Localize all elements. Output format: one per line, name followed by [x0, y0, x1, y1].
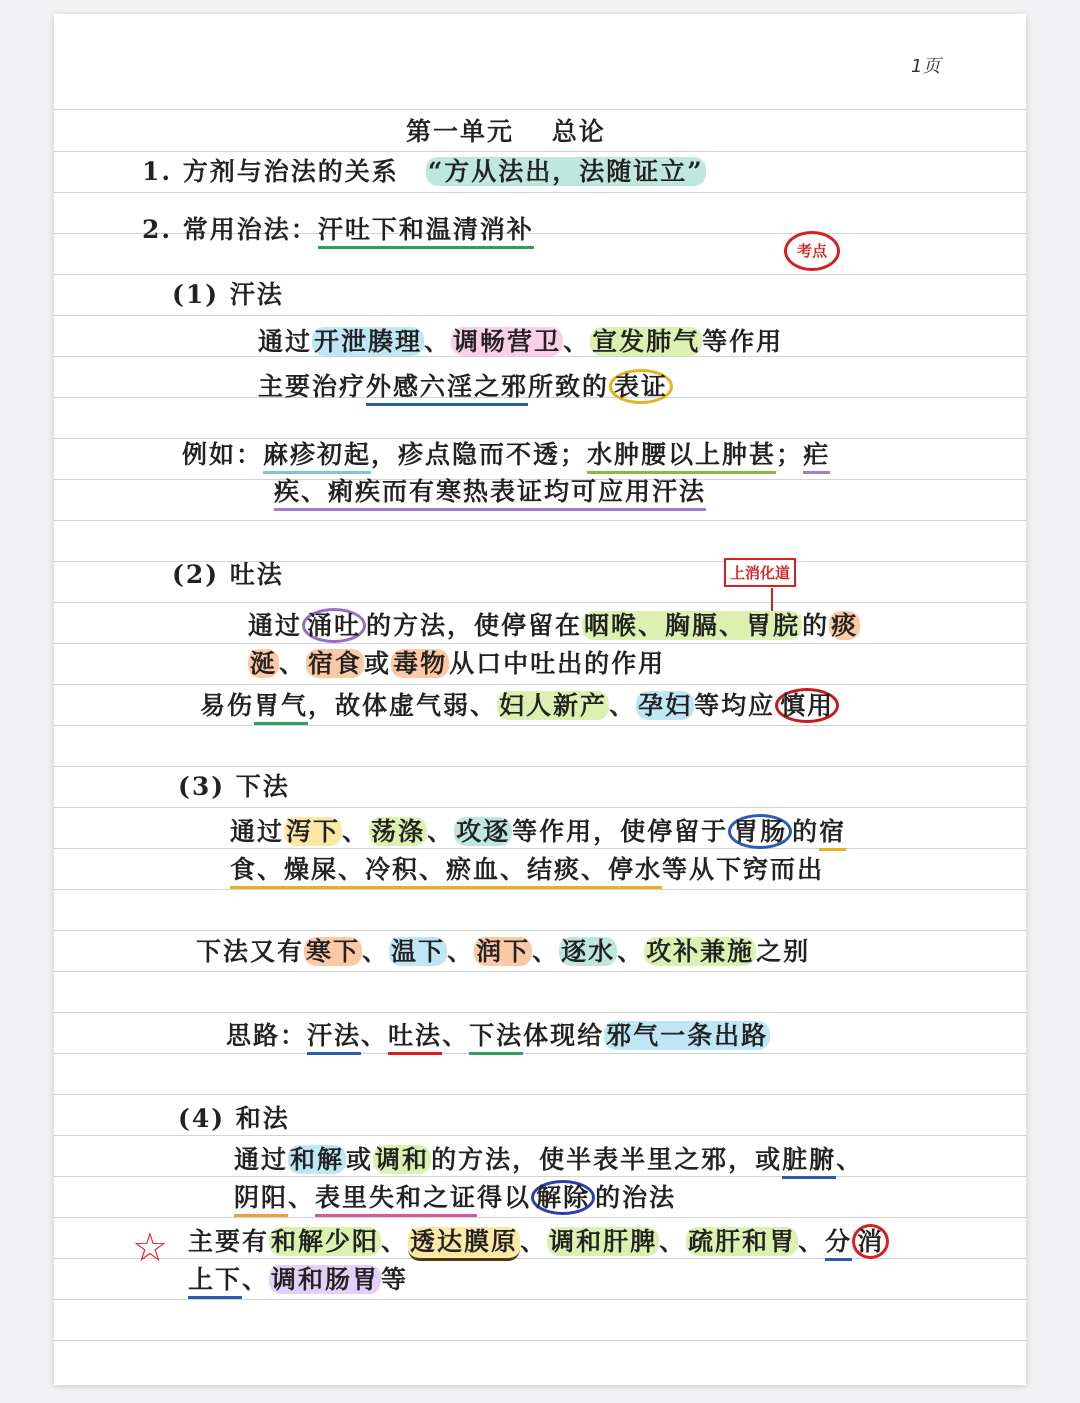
section-2-heading: (2) 吐法 [172, 560, 284, 589]
s3-row-3: 下法又有寒下、温下、润下、逐水、攻补兼施之别 [196, 937, 811, 966]
s2-row-1: 通过 涌吐 的方法，使停留在咽喉、胸膈、胃脘的痰 [248, 610, 860, 642]
page-title: 第一单元 总论 [406, 117, 606, 146]
line-1: 1. 方剂与治法的关系 “方从法出，法随证立” [142, 157, 704, 186]
s1-row-2: 主要治疗外感六淫之邪所致的 表证 [258, 371, 673, 403]
line-2: 2. 常用治法：汗吐下和温清消补 [142, 214, 534, 246]
page-number: 1页 [911, 56, 941, 77]
star-icon: ☆ [132, 1225, 168, 1271]
s1-row-1: 通过开泄腠理、调畅营卫、宣发肺气等作用 [258, 327, 784, 356]
notebook-page [54, 14, 1026, 1385]
section-1-heading: (1) 汗法 [172, 280, 284, 309]
s1-row-3: 例如：麻疹初起，疹点隐而不透；水肿腰以上肿甚；疟 [182, 439, 830, 471]
s4-row-2: 阴阳、表里失和之证得以 解除 的治法 [234, 1182, 676, 1214]
s4-row-1: 通过和解或调和的方法，使半表半里之邪，或脏腑、 [234, 1144, 863, 1176]
s3-row-1: 通过泻下、荡涤、攻逐等作用，使停留于 胃肠 的宿 [230, 816, 846, 848]
quote-highlight: “方从法出，法随证立” [427, 157, 704, 186]
section-4-heading: (4) 和法 [178, 1104, 290, 1133]
s4-row-3: 主要有和解少阳、透达膜原、调和肝脾、疏肝和胃、分 消 [188, 1226, 889, 1258]
s2-row-3: 易伤胃气，故体虚气弱、妇人新产、孕妇等均应 慎用 [200, 690, 839, 722]
s4-row-4: 上下、调和肠胃等 [188, 1264, 408, 1296]
s3-row-4: 思路：汗法、吐法、下法体现给邪气一条出路 [226, 1020, 770, 1052]
exam-point-stamp: 考点 [784, 231, 840, 271]
s1-row-4: 疾、痢疾而有寒热表证均可应用汗法 [274, 476, 706, 508]
callout-upper-digestive: 上消化道 [724, 558, 796, 587]
s2-row-2: 涎、宿食或毒物从口中吐出的作用 [250, 649, 666, 678]
s3-row-2: 食、燥屎、冷积、瘀血、结痰、停水等从下窍而出 [230, 854, 824, 886]
section-3-heading: (3) 下法 [178, 772, 290, 801]
methods-underlined: 汗吐下和温清消补 [318, 215, 534, 249]
